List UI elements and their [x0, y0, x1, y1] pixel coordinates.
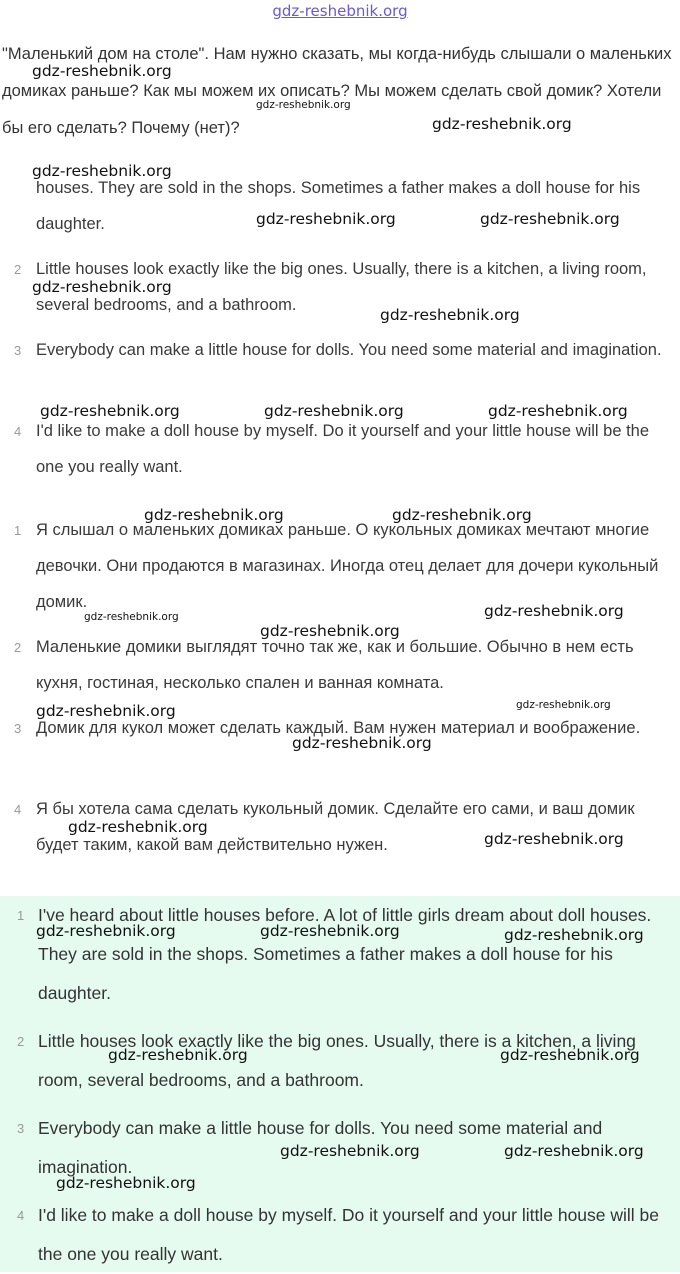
item-text: Little houses look exactly like the big ones. Usually, there is a kitchen, a living room, several bedrooms, and a bathroom.	[38, 1031, 636, 1090]
item-text: Everybody can make a little house for dolls. You need some material and imagination.	[36, 341, 662, 359]
watermark: gdz-reshebnik.org	[260, 622, 400, 640]
item-text: Я бы хотела сама сделать кукольный домик. Сделайте его сами, и ваш домик будет таким, какой вам действительно нужен.	[36, 800, 635, 854]
item-text: Little houses look exactly like the big ones. Usually, there is a kitchen, a living room, several bedrooms, and a bathroom.	[36, 260, 647, 314]
item-number: 3	[14, 721, 22, 736]
item-text: Я слышал о маленьких домиках раньше. О кукольных домиках мечтают многие девочки. Они продаются в магазинах. Иногда отец делает для дочери кукольный домик.	[36, 521, 659, 611]
item-number: 3	[17, 1121, 25, 1136]
watermark: gdz-reshebnik.org	[84, 611, 179, 623]
watermark: gdz-reshebnik.org	[68, 818, 208, 836]
item-text: I'd like to make a doll house by myself. Do it yourself and your little house will be the one you really want.	[36, 422, 650, 476]
item-number: 3	[14, 343, 22, 358]
watermark: gdz-reshebnik.org	[264, 402, 404, 420]
item-text: Everybody can make a little house for dolls. You need some material and imagination.	[38, 1118, 603, 1177]
item-number: 4	[14, 802, 22, 817]
watermark: gdz-reshebnik.org	[256, 210, 396, 228]
watermark: gdz-reshebnik.org	[36, 922, 176, 940]
intro-paragraph: "Маленький дом на столе". Нам нужно сказать, мы когда-нибудь слышали о маленьких домиках раньше? Как мы можем их описать? Мы можем сделать свой домик? Хотели бы его сделать? Почему (нет)?	[2, 45, 672, 137]
item-text: I've heard about little houses before. A lot of little girls dream about doll houses. They are sold in the shops. Sometimes a father makes a doll house for his daughter.	[38, 905, 652, 1003]
watermark: gdz-reshebnik.org	[488, 402, 628, 420]
watermark: gdz-reshebnik.org	[56, 1174, 196, 1192]
watermark: gdz-reshebnik.org	[292, 734, 432, 752]
watermark: gdz-reshebnik.org	[392, 506, 532, 524]
watermark: gdz-reshebnik.org	[144, 506, 284, 524]
watermark: gdz-reshebnik.org	[432, 115, 572, 133]
watermark: gdz-reshebnik.org	[484, 602, 624, 620]
watermark: gdz-reshebnik.org	[504, 1142, 644, 1160]
watermark: gdz-reshebnik.org	[484, 830, 624, 848]
item-text: houses. They are sold in the shops. Sometimes a father makes a doll house for his daughter.	[36, 179, 641, 233]
watermark: gdz-reshebnik.org	[40, 402, 180, 420]
watermark: gdz-reshebnik.org	[480, 210, 620, 228]
watermark: gdz-reshebnik.org	[516, 699, 611, 711]
item-number: 1	[17, 908, 25, 923]
watermark: gdz-reshebnik.org	[256, 99, 351, 111]
watermark: gdz-reshebnik.org	[280, 1142, 420, 1160]
item-number: 4	[17, 1208, 25, 1223]
watermark: gdz-reshebnik.org	[32, 278, 172, 296]
item-number: 1	[14, 523, 22, 538]
watermark: gdz-reshebnik.org	[504, 926, 644, 944]
item-number: 4	[14, 424, 22, 439]
watermark: gdz-reshebnik.org	[500, 1046, 640, 1064]
watermark: gdz-reshebnik.org	[380, 306, 520, 324]
item-number: 2	[14, 640, 22, 655]
item-number: 2	[17, 1034, 25, 1049]
item-text: Домик для кукол может сделать каждый. Вам нужен материал и воображение.	[36, 719, 641, 737]
watermark: gdz-reshebnik.org	[260, 922, 400, 940]
watermark: gdz-reshebnik.org	[32, 62, 172, 80]
watermark: gdz-reshebnik.org	[36, 702, 176, 720]
site-header-link[interactable]: gdz-reshebnik.org	[272, 2, 408, 20]
item-number: 2	[14, 262, 22, 277]
watermark: gdz-reshebnik.org	[32, 162, 172, 180]
watermark: gdz-reshebnik.org	[108, 1046, 248, 1064]
item-text: Маленькие домики выглядят точно так же, как и большие. Обычно в нем есть кухня, гостиная, несколько спален и ванная комната.	[36, 638, 634, 692]
item-text: I'd like to make a doll house by myself. Do it yourself and your little house will be the one you really want.	[38, 1205, 660, 1264]
